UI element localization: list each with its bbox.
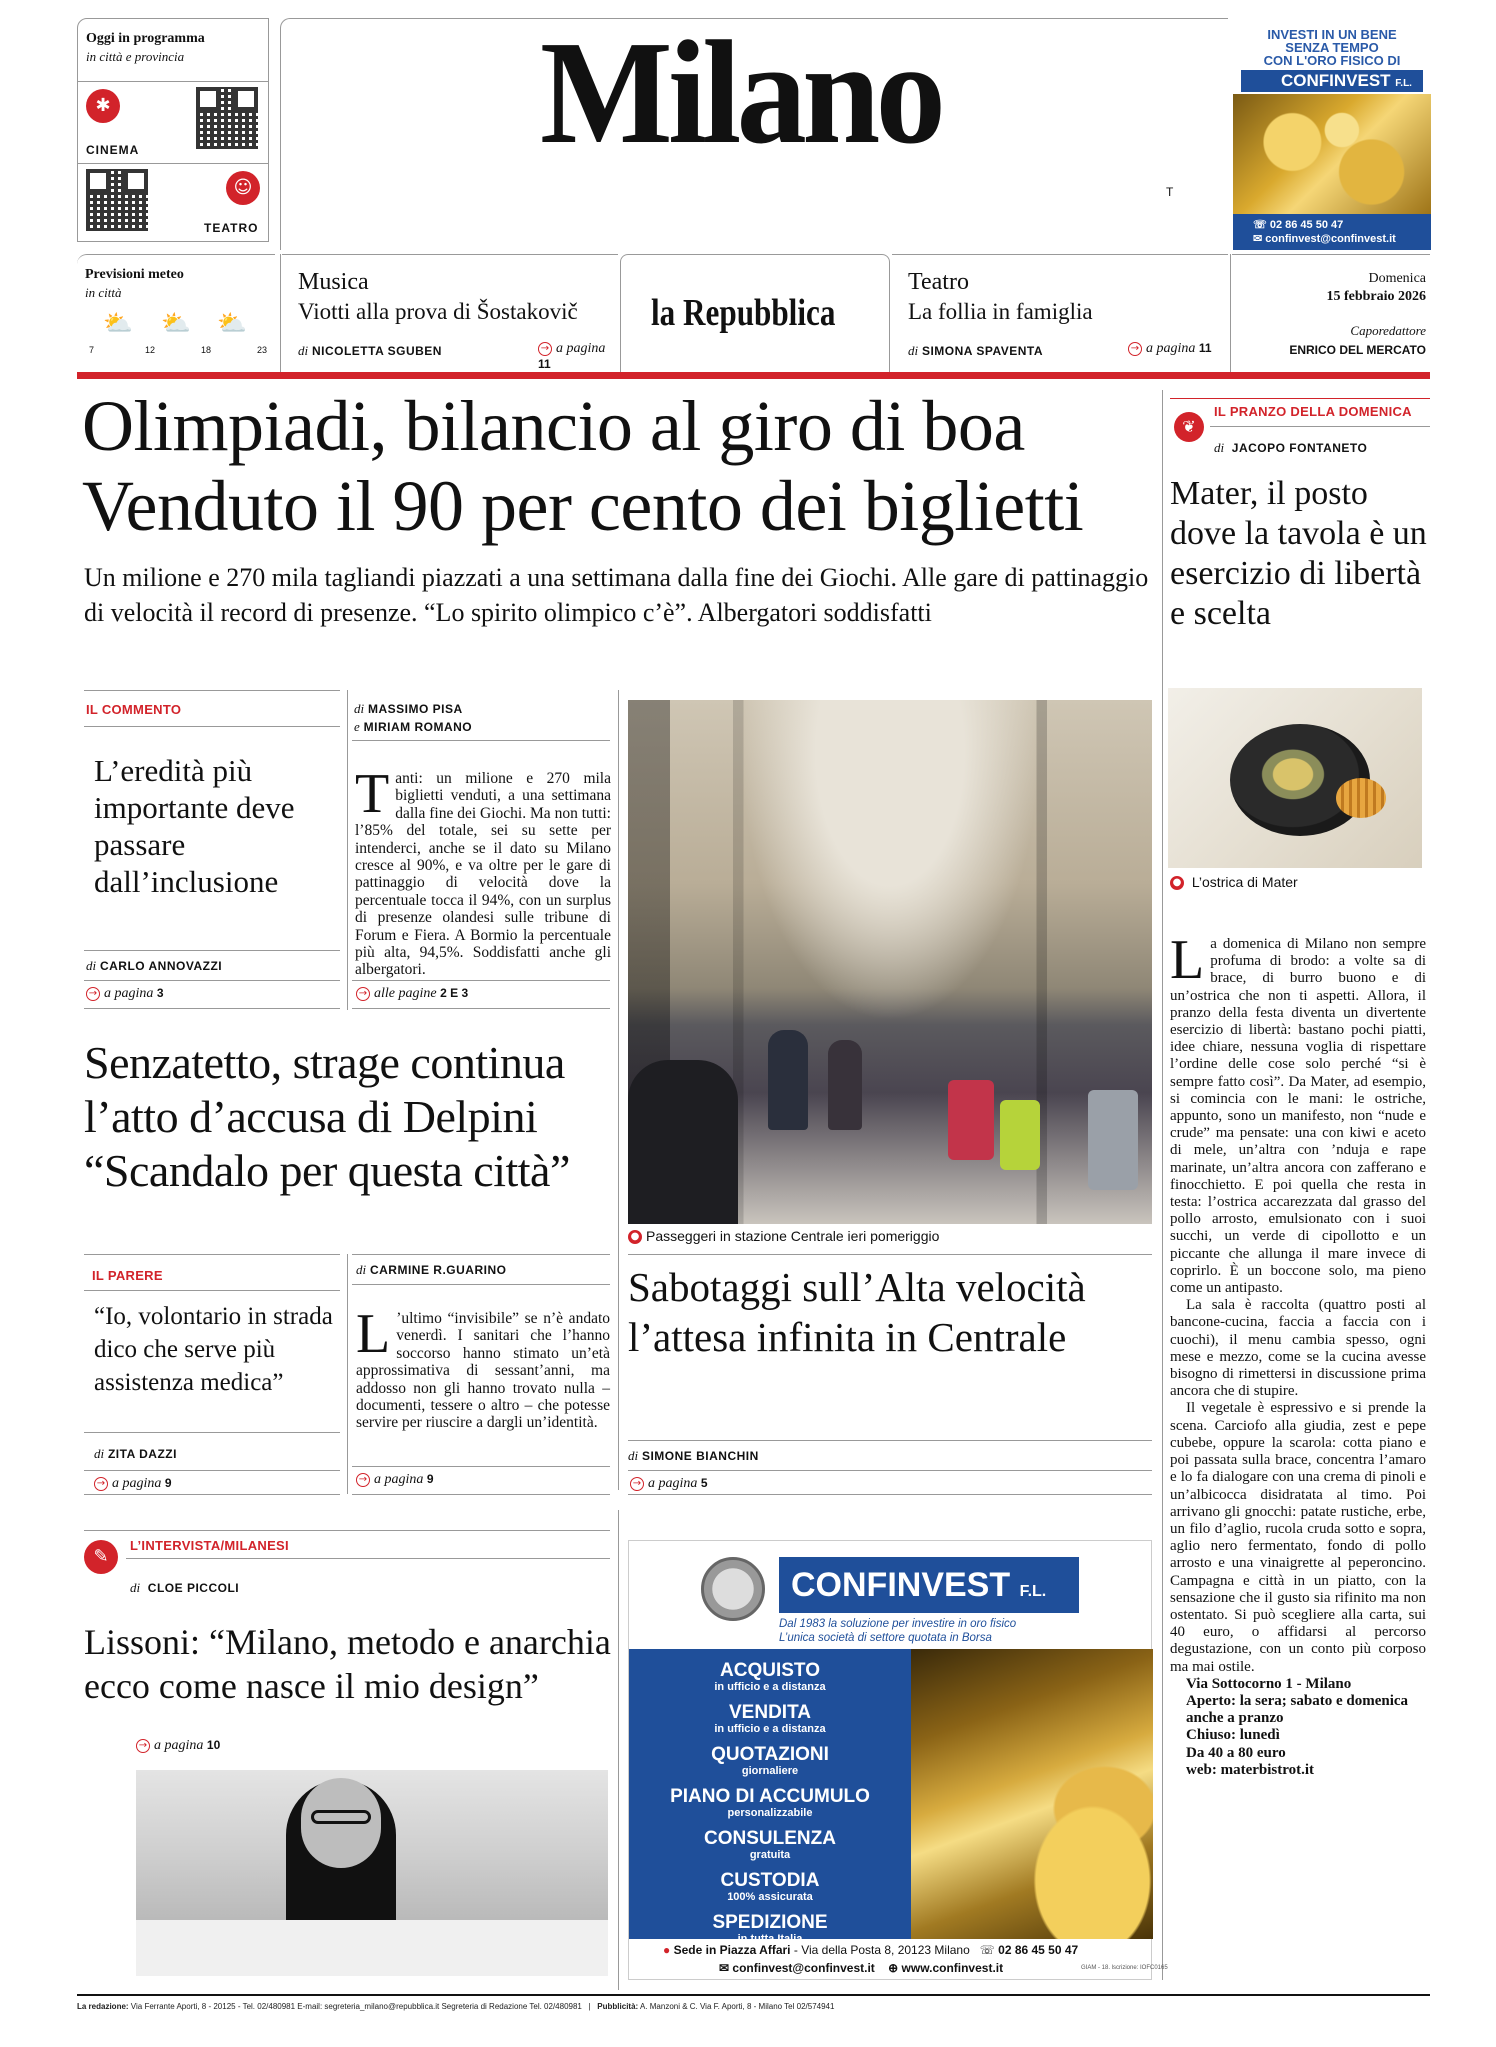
- footer: La redazione: Via Ferrante Aporti, 8 - 20125 - Tel. 02/480981 E-mail: segreteria_milano@repubblica.it Segreteria di Redazione Tel. 02/480981 | Pubblicità: A. Manzoni & C. Via F. Aporti, 8 - Milano Tel 02/574941: [77, 2002, 835, 2011]
- meteo-title: Previsioni meteo: [85, 267, 184, 282]
- footer-redazione: Via Ferrante Aporti, 8 - 20125 - Tel. 02/480981 E-mail: segreteria_milano@repubblica.it Segreteria di Redazione Tel. 02/480981: [128, 2002, 582, 2011]
- editor-label: Caporedattore: [1350, 323, 1426, 338]
- teatro-qr-code[interactable]: [86, 169, 148, 231]
- commento-title[interactable]: L’eredità più importante deve passare dall’inclusione: [94, 753, 295, 899]
- pranzo-title[interactable]: Mater, il posto dove la tavola è un esercizio di libertà e scelta: [1170, 475, 1427, 632]
- theatre-author: SIMONA SPAVENTA: [921, 344, 1044, 358]
- lissoni-portrait: [136, 1770, 608, 1976]
- arrow-right-icon: →: [630, 1477, 644, 1491]
- footer-redazione-label: La redazione:: [77, 2002, 129, 2011]
- ad-brand-suffix: F.L.: [1395, 78, 1412, 89]
- invisibile-page[interactable]: 9: [426, 1472, 434, 1486]
- microphone-icon: ✎: [84, 1540, 118, 1574]
- footer-pubblicita: A. Manzoni & C. Via F. Aporti, 8 - Milano Tel 02/574941: [638, 2002, 835, 2011]
- weather-cloud-icon: ⛅: [217, 309, 247, 337]
- arrow-right-icon: →: [86, 987, 100, 1001]
- ad-service-item: [629, 1745, 911, 1777]
- station-caption: Passeggeri in stazione Centrale ieri pomeriggio: [646, 1228, 940, 1244]
- ad-address-bold: Sede in Piazza Affari: [673, 1943, 791, 1957]
- parere-kicker: IL PARERE: [92, 1268, 163, 1283]
- ad-tagline-2: L’unica società di settore quotata in Borsa: [779, 1632, 992, 1644]
- music-author: NICOLETTA SGUBEN: [311, 344, 442, 358]
- ad-service-title: CONSULENZA: [704, 1828, 836, 1849]
- ad-service-subtitle: 100% assicurata: [727, 1891, 813, 1903]
- editor-name: ENRICO DEL MERCATO: [1289, 343, 1426, 357]
- theatre-kicker: Teatro: [908, 269, 969, 295]
- commento-author: CARLO ANNOVAZZI: [99, 959, 223, 973]
- lead-headline-2[interactable]: Venduto il 90 per cento dei biglietti: [82, 466, 1084, 546]
- ad-bottom-web[interactable]: www.confinvest.it: [901, 1961, 1004, 1975]
- masthead-mark: T: [1166, 185, 1174, 199]
- date-box: [1232, 254, 1430, 372]
- ad-service-subtitle: gratuita: [749, 1849, 791, 1861]
- commento-kicker: IL COMMENTO: [86, 702, 182, 717]
- restaurant-price: Da 40 a 80 euro: [1186, 1744, 1286, 1761]
- dropcap: L: [356, 1303, 391, 1365]
- gold-bars-image: [911, 1649, 1153, 1939]
- olympic-author-2: MIRIAM ROMANO: [363, 720, 473, 734]
- music-kicker: Musica: [298, 269, 369, 295]
- ad-line-1: INVESTI IN UN BENE: [1267, 27, 1397, 42]
- arrow-right-icon: →: [94, 1477, 108, 1491]
- top-advertisement[interactable]: [1233, 18, 1431, 250]
- ad-fine-print: GIAM - 18. lscrizione: IOFC0165: [1081, 1965, 1168, 1971]
- mail-icon: ✉: [719, 1961, 730, 1975]
- issue-date: 15 febbraio 2026: [1326, 289, 1426, 304]
- program-title: Oggi in programma: [86, 31, 205, 46]
- phone-icon: ☏: [979, 1943, 995, 1957]
- invisibile-text: L ’ultimo “invisibile” se n’è andato venerdì. I sanitari che l’hanno soccorso hanno stimato un’età approssimativa di sessant’anni, ma addosso non gli hanno trovato nulla – documenti, tessere o altro – che potesse servire per riuscire a dargli un’identità.: [356, 1303, 610, 1432]
- olympic-article-text: Tanti: un milione e 270 mila biglietti venduti, a una settimana dalla fine dei Giochi. Ma non tutti: l’85% del totale, sei su sette per intenderci, anche se il dato su Milano cresce al 90%, e va oltre per le gare di pattinaggio di velocità dove la percentuale tocca il 94%, con un surplus di presenze olandesi sulle tribune di Forum e Fiera. A Bormio la percentuale più alta, 94,5%. Soddisfatti anche gli albergatori.: [355, 763, 611, 979]
- ad-bottom-brand: CONFINVEST: [791, 1566, 1011, 1604]
- gift-icon: ❦: [1174, 412, 1204, 442]
- ad-service-title: ACQUISTO: [720, 1660, 820, 1681]
- music-title: Viotti alla prova di Šostakovič: [298, 299, 578, 324]
- program-box: [77, 18, 269, 242]
- music-teaser[interactable]: Musica Viotti alla prova di Šostakovič di NICOLETTA SGUBEN → a pagina 11: [282, 254, 618, 372]
- ad-line-2: SENZA TEMPO: [1285, 40, 1379, 55]
- intervista-author: CLOE PICCOLI: [147, 1581, 240, 1595]
- film-reel-icon: ✱: [86, 89, 120, 123]
- oyster-caption: L’ostrica di Mater: [1191, 874, 1298, 890]
- olympic-page[interactable]: 2 E 3: [440, 986, 469, 1000]
- meteo-subtitle: in città: [85, 285, 122, 300]
- ad-line-3: CON L'ORO FISICO DI: [1263, 53, 1401, 68]
- intervista-kicker: L’INTERVISTA/MILANESI: [130, 1538, 289, 1553]
- arrow-right-icon: →: [356, 1473, 370, 1487]
- arrow-right-icon: →: [538, 342, 552, 356]
- dropcap: T: [355, 763, 390, 825]
- temp-2: 12: [145, 345, 156, 355]
- ad-email[interactable]: confinvest@confinvest.it: [1265, 233, 1396, 245]
- ad-service-title: QUOTAZIONI: [711, 1744, 829, 1765]
- weekday: Domenica: [1368, 271, 1426, 286]
- ad-phone[interactable]: 02 86 45 50 47: [1269, 219, 1344, 231]
- lead-subhead: Un milione e 270 mila tagliandi piazzati a una settimana dalla fine dei Giochi. Alle gare di pattinaggio di velocità il record di presenze. “Lo spirito olimpico c’è”. Albergatori soddisfatti: [84, 563, 1149, 627]
- ad-service-item: [629, 1829, 911, 1861]
- ad-service-subtitle: in tutta Italia: [737, 1933, 803, 1945]
- masthead-title: Milano: [540, 11, 942, 175]
- paper-name: la Repubblica: [651, 292, 836, 334]
- theatre-mask-icon: ☺: [226, 171, 260, 205]
- ad-service-item: [629, 1661, 911, 1693]
- ad-bottom-brand-suffix: F.L.: [1019, 1583, 1047, 1600]
- globe-icon: ⊕: [888, 1961, 899, 1975]
- station-photo: [628, 700, 1152, 1224]
- ad-tagline-1: Dal 1983 la soluzione per investire in oro fisico: [779, 1618, 1017, 1630]
- cinema-qr-code[interactable]: [196, 87, 258, 149]
- pranzo-author: JACOPO FONTANETO: [1231, 441, 1368, 455]
- ad-service-subtitle: personalizzabile: [727, 1807, 813, 1819]
- music-page: 11: [538, 357, 551, 371]
- intervista-page[interactable]: 10: [206, 1738, 221, 1752]
- ad-service-item: [629, 1703, 911, 1735]
- footer-pubblicita-label: Pubblicità:: [597, 2002, 639, 2011]
- sabotaggi-page[interactable]: 5: [700, 1476, 708, 1490]
- parere-author: ZITA DAZZI: [107, 1447, 177, 1461]
- lead-headline-1[interactable]: Olimpiadi, bilancio al giro di boa: [82, 386, 1025, 466]
- ad-service-item: [629, 1787, 911, 1819]
- ad-services-panel: [629, 1649, 911, 1945]
- ad-service-subtitle: giornaliere: [741, 1765, 799, 1777]
- dropcap: L: [1170, 929, 1205, 991]
- parere-title[interactable]: “Io, volontario in strada dico che serve più assistenza medica”: [94, 1303, 333, 1396]
- ad-service-item: [629, 1913, 911, 1945]
- restaurant-address: Via Sottocorno 1 - Milano: [1186, 1675, 1352, 1692]
- sabotaggi-title[interactable]: Sabotaggi sull’Alta velocità l’attesa infinita in Centrale: [628, 1264, 1086, 1360]
- theatre-title: La follia in famiglia: [908, 299, 1093, 324]
- parere-page[interactable]: 9: [164, 1476, 172, 1490]
- ad-bottom-email[interactable]: confinvest@confinvest.it: [732, 1961, 875, 1975]
- cinema-label: CINEMA: [86, 143, 140, 157]
- senzatetto-headline[interactable]: Senzatetto, strage continua l’atto d’accusa di Delpini “Scandalo per questa città”: [84, 1037, 570, 1196]
- invisibile-author: CARMINE R.GUARINO: [369, 1263, 507, 1277]
- pranzo-kicker: IL PRANZO DELLA DOMENICA: [1214, 404, 1412, 419]
- camera-icon: ●: [1170, 876, 1184, 890]
- ad-brand: CONFINVEST: [1281, 71, 1391, 90]
- olympic-author-1: MASSIMO PISA: [367, 702, 463, 716]
- ad-service-title: CUSTODIA: [720, 1870, 820, 1891]
- ad-service-subtitle: in ufficio e a distanza: [714, 1723, 826, 1735]
- restaurant-closed: Chiuso: lunedì: [1186, 1727, 1280, 1744]
- temp-4: 23: [257, 345, 268, 355]
- oyster-photo: [1168, 688, 1422, 868]
- weather-cloud-icon: ⛅: [103, 309, 133, 337]
- weather-cloud-icon: ⛅: [161, 309, 191, 337]
- theatre-teaser[interactable]: Teatro La follia in famiglia di SIMONA SPAVENTA → a pagina 11: [892, 254, 1228, 372]
- temp-1: 7: [89, 345, 95, 355]
- theatre-page: 11: [1198, 341, 1212, 355]
- location-pin-icon: ●: [663, 1943, 671, 1957]
- gold-coins-image: [1233, 94, 1431, 214]
- ad-address: - Via della Posta 8, 20123 Milano: [790, 1943, 970, 1957]
- restaurant-hours: Aperto: la sera; sabato e domenica anche a pranzo: [1186, 1692, 1409, 1727]
- ad-service-subtitle: in ufficio e a distanza: [714, 1681, 826, 1693]
- restaurant-web[interactable]: web: materbistrot.it: [1186, 1761, 1315, 1778]
- temp-3: 18: [201, 345, 212, 355]
- bottom-advertisement[interactable]: [628, 1540, 1168, 1980]
- ad-bottom-phone[interactable]: 02 86 45 50 47: [998, 1943, 1079, 1957]
- program-subtitle: in città e provincia: [86, 49, 185, 64]
- commento-page[interactable]: 3: [156, 986, 164, 1000]
- meteo-box: [77, 254, 275, 372]
- phone-icon: ☏: [1253, 219, 1267, 231]
- pranzo-article-text: La domenica di Milano non sempre profuma di brodo: a volte sa di brace, di burro buono e di un’ostrica che non ti aspetti. Allora, il pranzo della festa diventa un divertente esercizio di libertà: bastano pochi piatti, idee chiare, nessuna voglia di rispettare l’ordine delle cose solo perché “si è sempre fatto così”. Da Mater, ad esempio, si comincia con le mani: le ostriche, appunto, sono un manifesto, non “nude e crude” ma pensate: una con kiwi e aceto di mele, un’altra con ’nduja e rape marinate, un’altra ancora con zafferano e finocchietto. E poi quella che resta in testa: l’ostrica accarezzata dal grasso del pollo arrosto, emulsionato con i suoi succhi, un verde di cipollotto e un piccante che allunga il mare invece di coprirlo. È un boccone solo, ma pieno come un antipasto. La sala è raccolta (quattro posti al bancone-cucina, faccia a faccia con i cuochi), il menu cambia spesso, ogni mese e mezzo, come se la cucina avesse bisogno di rimettersi in discussione prima ancora che di stupire. Il vegetale è espressivo e si prende la scena. Carciofo alla giudia, zest e pepe cubebe, oppure la scarola: cotta piano e poi passata sulla brace, concentra l’amaro e lo fa dialogare con una crema di pinoli e un’albicocca disidratata al timo. Poi arrivano gli gnocchi: patate rustiche, erbe, un filo d’aglio, rucola cruda sotto e sopra, aglio nero fermentato, fondo di pollo arrosto e una vinaigrette al peperoncino. Campagna e città in un piatto, con la sensazione che il gusto sia rifinito ma non ostentato. Si può scegliere alla carta, sui 40 euro, o affidarsi al percorso degustazione, con un conto più corposo ma mai ostile. Via Sottocorno 1 - Milano Aperto: la sera; sabato e domenica anche a pranzo Chiuso: lunedì Da 40 a 80 euro web: materbistrot.it: [1170, 929, 1426, 1778]
- intervista-title[interactable]: Lissoni: “Milano, metodo e anarchia ecco come nasce il mio design”: [84, 1622, 611, 1706]
- teatro-label: TEATRO: [204, 221, 259, 235]
- saint-george-logo: [701, 1557, 765, 1621]
- arrow-right-icon: →: [1128, 342, 1142, 356]
- ad-service-title: VENDITA: [729, 1702, 811, 1723]
- ad-service-title: SPEDIZIONE: [712, 1912, 828, 1933]
- ad-service-title: PIANO DI ACCUMULO: [670, 1786, 870, 1807]
- paper-logo-box: [620, 254, 890, 372]
- arrow-right-icon: →: [356, 987, 370, 1001]
- camera-icon: ●: [628, 1230, 642, 1244]
- ad-service-item: [629, 1871, 911, 1903]
- sabotaggi-author: SIMONE BIANCHIN: [641, 1449, 759, 1463]
- mail-icon: ✉: [1253, 233, 1263, 245]
- arrow-right-icon: →: [136, 1739, 150, 1753]
